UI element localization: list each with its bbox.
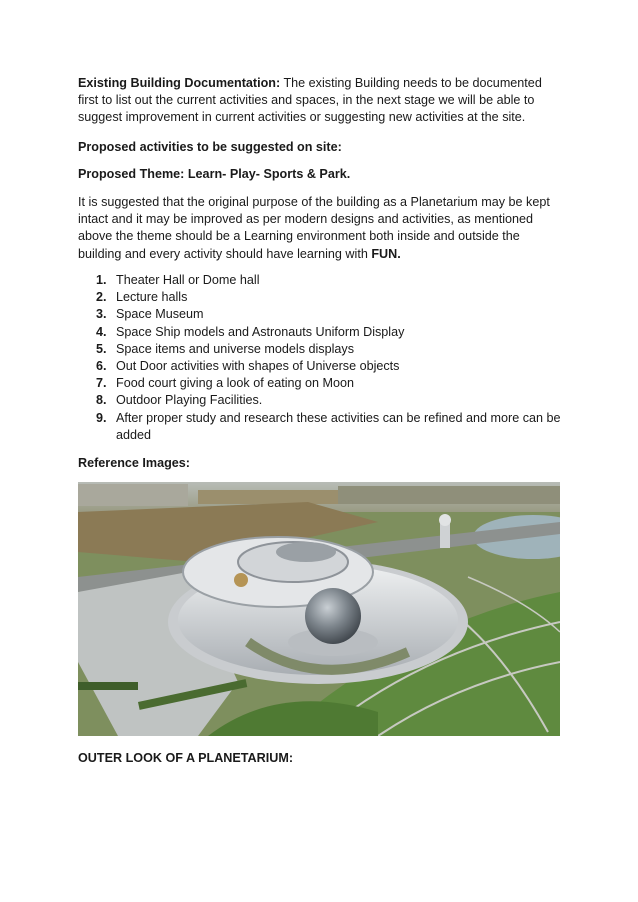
- list-item: [78, 358, 563, 375]
- list-item-number: 4.: [96, 324, 107, 339]
- list-item-number: 8.: [96, 393, 107, 408]
- list-item-text: After proper study and research these activities can be refined and more can be added: [116, 410, 561, 442]
- list-item-number: 3.: [96, 307, 107, 322]
- description-text: It is suggested that the original purpose of the building as a Planetarium may be kept intact and it may be improved as per modern designs and activities, as mentioned above the theme should be a Learning environment both inside and outside the building and every activity should have learning with: [78, 195, 550, 261]
- list-item-number: 5.: [96, 341, 107, 356]
- intro-text: The existing Building needs to be documented first to list out the current activities and spaces, in the next stage we will be able to suggest improvement in current activities or suggesting new activities at the site.: [78, 76, 542, 125]
- activities-list: [78, 272, 563, 444]
- list-item-text: Out Door activities with shapes of Universe objects: [116, 359, 400, 374]
- list-item: [78, 289, 563, 306]
- list-item: [78, 392, 563, 409]
- intro-paragraph: [78, 75, 563, 127]
- list-item: [78, 375, 563, 392]
- list-item-text: Space Ship models and Astronauts Uniform Display: [116, 324, 405, 339]
- list-item-text: Lecture halls: [116, 290, 188, 305]
- list-item-number: 1.: [96, 273, 107, 287]
- list-item-number: 2.: [96, 290, 107, 305]
- list-item-number: 9.: [96, 410, 107, 425]
- list-item-number: 6.: [96, 359, 107, 374]
- list-item: [78, 306, 563, 323]
- list-item-number: 7.: [96, 376, 107, 391]
- description-emphasis: FUN.: [371, 246, 401, 261]
- list-item-text: Space items and universe models displays: [116, 341, 355, 356]
- proposed-activities-heading: Proposed activities to be suggested on site:: [78, 140, 342, 154]
- reference-images-heading: Reference Images:: [78, 456, 190, 470]
- list-item-text: Theater Hall or Dome hall: [116, 273, 260, 287]
- list-item-text: Space Museum: [116, 307, 204, 322]
- intro-heading: Existing Building Documentation:: [78, 76, 281, 90]
- list-item: [78, 324, 563, 341]
- description-paragraph: [78, 194, 563, 263]
- list-item: [78, 410, 563, 444]
- list-item: [78, 341, 563, 358]
- proposed-theme-heading: Proposed Theme: Learn- Play- Sports & Park.: [78, 167, 351, 181]
- list-item-text: Outdoor Playing Facilities.: [116, 393, 263, 408]
- list-item: [78, 272, 563, 289]
- outer-look-heading: OUTER LOOK OF A PLANETARIUM:: [78, 751, 294, 765]
- planetarium-aerial-photo: [78, 482, 560, 736]
- list-item-text: Food court giving a look of eating on Moon: [116, 376, 355, 391]
